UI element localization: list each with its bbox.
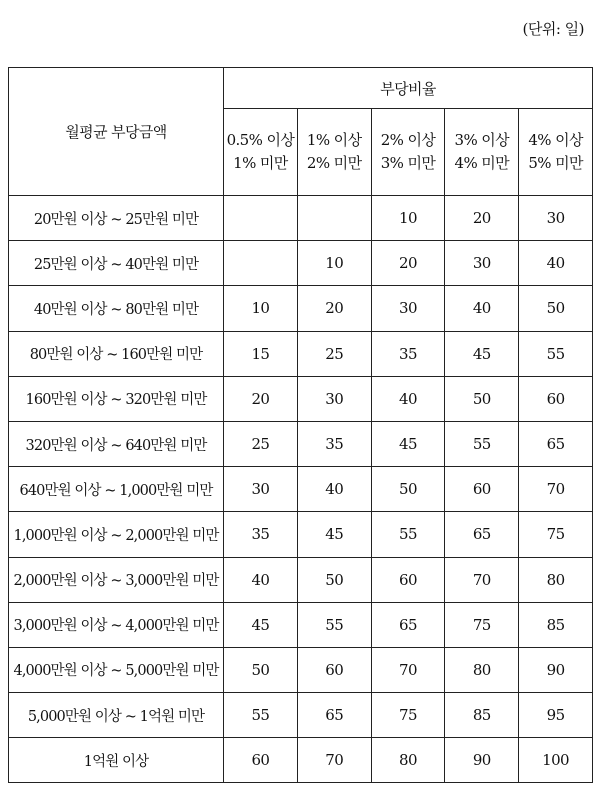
amount-range-cell: 40만원 이상 ~ 80만원 미만 <box>9 286 224 331</box>
table-row <box>9 693 593 738</box>
table-row <box>9 467 593 512</box>
amount-range-cell: 2,000만원 이상 ~ 3,000만원 미만 <box>9 557 224 602</box>
days-value-cell: 85 <box>519 602 593 647</box>
days-value-cell <box>224 241 298 286</box>
days-value-cell: 65 <box>519 421 593 466</box>
days-value-cell: 30 <box>297 376 371 421</box>
days-value-cell: 40 <box>371 376 445 421</box>
rate-column-header <box>371 109 445 196</box>
table-row <box>9 286 593 331</box>
table-row <box>9 602 593 647</box>
amount-range-cell: 3,000만원 이상 ~ 4,000만원 미만 <box>9 602 224 647</box>
amount-range-cell: 320만원 이상 ~ 640만원 미만 <box>9 421 224 466</box>
days-value-cell: 20 <box>224 376 298 421</box>
rate-column-line1: 3% 이상 <box>454 131 510 149</box>
days-value-cell: 80 <box>371 738 445 783</box>
days-value-cell: 60 <box>297 647 371 692</box>
days-value-cell: 40 <box>297 467 371 512</box>
days-value-cell: 30 <box>371 286 445 331</box>
days-value-cell: 40 <box>224 557 298 602</box>
days-value-cell: 50 <box>371 467 445 512</box>
rate-column-line2: 3% 미만 <box>380 154 436 172</box>
days-value-cell: 35 <box>371 331 445 376</box>
rate-column-line1: 0.5% 이상 <box>226 131 295 149</box>
days-value-cell: 65 <box>445 512 519 557</box>
table-row <box>9 512 593 557</box>
days-value-cell: 70 <box>519 467 593 512</box>
amount-range-cell: 640만원 이상 ~ 1,000만원 미만 <box>9 467 224 512</box>
rate-column-line1: 2% 이상 <box>380 131 436 149</box>
rate-column-header <box>445 109 519 196</box>
days-value-cell: 45 <box>224 602 298 647</box>
penalty-rate-table <box>8 67 593 783</box>
rate-column-line2: 5% 미만 <box>528 154 583 172</box>
table-row <box>9 421 593 466</box>
table-row <box>9 196 593 241</box>
days-value-cell: 80 <box>519 557 593 602</box>
days-value-cell: 35 <box>297 421 371 466</box>
days-value-cell: 10 <box>224 286 298 331</box>
days-value-cell: 20 <box>445 196 519 241</box>
days-value-cell: 100 <box>519 738 593 783</box>
unit-note: (단위: 일) <box>522 20 584 38</box>
days-value-cell: 45 <box>371 421 445 466</box>
days-value-cell: 65 <box>371 602 445 647</box>
days-value-cell <box>297 196 371 241</box>
days-value-cell: 65 <box>297 693 371 738</box>
row-header-title: 월평균 부당금액 <box>9 68 224 196</box>
rate-column-line1: 4% 이상 <box>528 131 583 149</box>
table-row <box>9 331 593 376</box>
days-value-cell: 35 <box>224 512 298 557</box>
table-row <box>9 241 593 286</box>
table-row <box>9 557 593 602</box>
days-value-cell: 40 <box>445 286 519 331</box>
days-value-cell: 70 <box>445 557 519 602</box>
days-value-cell: 25 <box>224 421 298 466</box>
rate-column-header <box>519 109 593 196</box>
days-value-cell: 25 <box>297 331 371 376</box>
amount-range-cell: 5,000만원 이상 ~ 1억원 미만 <box>9 693 224 738</box>
rate-column-header <box>224 109 298 196</box>
days-value-cell: 60 <box>519 376 593 421</box>
col-group-title: 부당비율 <box>224 68 593 109</box>
days-value-cell: 75 <box>519 512 593 557</box>
days-value-cell: 75 <box>445 602 519 647</box>
amount-range-cell: 160만원 이상 ~ 320만원 미만 <box>9 376 224 421</box>
days-value-cell: 50 <box>297 557 371 602</box>
days-value-cell: 55 <box>224 693 298 738</box>
amount-range-cell: 1,000만원 이상 ~ 2,000만원 미만 <box>9 512 224 557</box>
days-value-cell: 90 <box>445 738 519 783</box>
days-value-cell: 60 <box>445 467 519 512</box>
table-row <box>9 647 593 692</box>
days-value-cell <box>224 196 298 241</box>
days-value-cell: 55 <box>297 602 371 647</box>
days-value-cell: 30 <box>519 196 593 241</box>
days-value-cell: 55 <box>371 512 445 557</box>
days-value-cell: 70 <box>371 647 445 692</box>
days-value-cell: 20 <box>371 241 445 286</box>
rate-column-line2: 1% 미만 <box>233 154 288 172</box>
rate-column-line2: 4% 미만 <box>454 154 510 172</box>
amount-range-cell: 1억원 이상 <box>9 738 224 783</box>
amount-range-cell: 80만원 이상 ~ 160만원 미만 <box>9 331 224 376</box>
table-row <box>9 376 593 421</box>
days-value-cell: 70 <box>297 738 371 783</box>
rate-column-line1: 1% 이상 <box>306 131 362 149</box>
days-value-cell: 10 <box>297 241 371 286</box>
days-value-cell: 20 <box>297 286 371 331</box>
amount-range-cell: 20만원 이상 ~ 25만원 미만 <box>9 196 224 241</box>
amount-range-cell: 25만원 이상 ~ 40만원 미만 <box>9 241 224 286</box>
days-value-cell: 60 <box>371 557 445 602</box>
days-value-cell: 45 <box>297 512 371 557</box>
days-value-cell: 10 <box>371 196 445 241</box>
days-value-cell: 40 <box>519 241 593 286</box>
days-value-cell: 45 <box>445 331 519 376</box>
days-value-cell: 95 <box>519 693 593 738</box>
days-value-cell: 50 <box>224 647 298 692</box>
days-value-cell: 85 <box>445 693 519 738</box>
days-value-cell: 90 <box>519 647 593 692</box>
days-value-cell: 55 <box>445 421 519 466</box>
amount-range-cell: 4,000만원 이상 ~ 5,000만원 미만 <box>9 647 224 692</box>
days-value-cell: 30 <box>224 467 298 512</box>
days-value-cell: 50 <box>445 376 519 421</box>
table-header <box>9 68 593 196</box>
days-value-cell: 80 <box>445 647 519 692</box>
days-value-cell: 50 <box>519 286 593 331</box>
days-value-cell: 15 <box>224 331 298 376</box>
table-body <box>9 196 593 783</box>
days-value-cell: 30 <box>445 241 519 286</box>
table-row <box>9 738 593 783</box>
days-value-cell: 60 <box>224 738 298 783</box>
days-value-cell: 55 <box>519 331 593 376</box>
rate-column-header <box>297 109 371 196</box>
days-value-cell: 75 <box>371 693 445 738</box>
rate-column-line2: 2% 미만 <box>306 154 362 172</box>
